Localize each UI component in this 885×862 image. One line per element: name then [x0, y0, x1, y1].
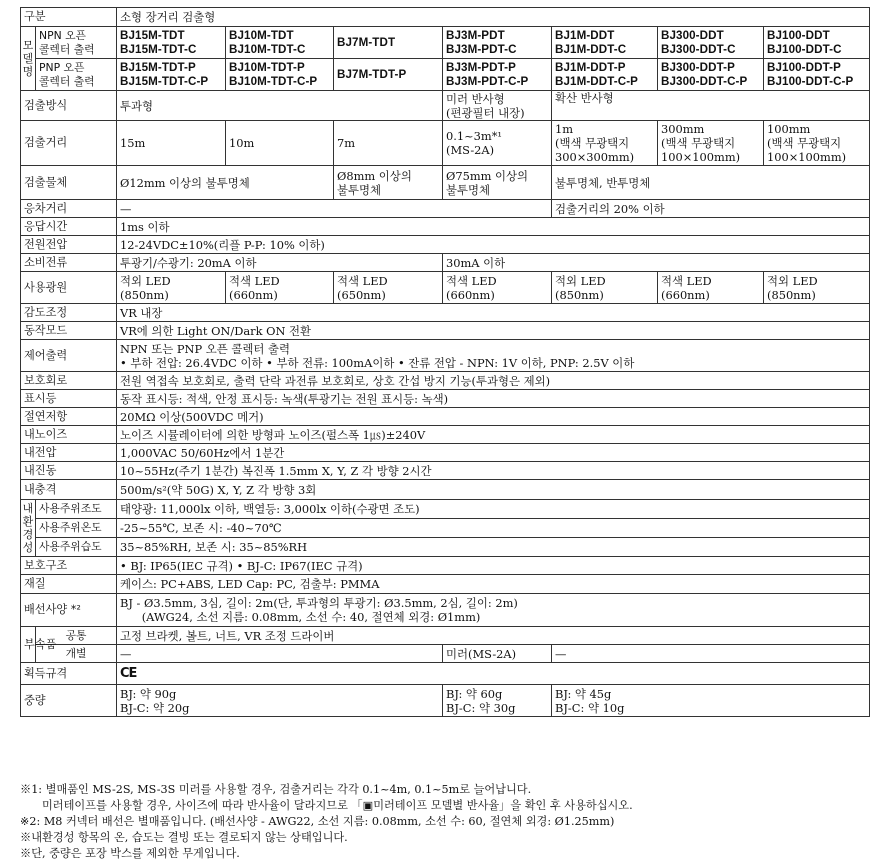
model-cell: BJ10M-TDT BJ10M-TDT-C [226, 27, 334, 59]
output-row [21, 340, 870, 372]
row-label: 제어출력 [21, 340, 117, 372]
model-cell: BJ7M-TDT [334, 27, 443, 59]
accessory-common-row [21, 627, 870, 645]
env-humidity-row [21, 538, 870, 557]
row-label: 내전압 [21, 444, 117, 462]
light-cell: 적외 LED (850nm) [117, 272, 226, 304]
distance-cell: 100mm (백색 무광택지 100×100mm) [764, 121, 870, 166]
model-cell: BJ3M-PDT BJ3M-PDT-C [443, 27, 552, 59]
model-cell: BJ7M-TDT-P [334, 59, 443, 91]
enclosure-row [21, 557, 870, 575]
accessory-individual-cell: — [552, 645, 870, 663]
current-cell: 투광기/수광기: 20mA 이하 [117, 254, 443, 272]
model-cell: BJ3M-PDT-P BJ3M-PDT-C-P [443, 59, 552, 91]
model-npn-row [21, 27, 870, 59]
row-label: 응차거리 [21, 200, 117, 218]
light-cell: 적색 LED (660nm) [226, 272, 334, 304]
power-row [21, 236, 870, 254]
accessory-label: 부속품 [21, 627, 36, 663]
accessory-individual-cell: 미러(MS-2A) [443, 645, 552, 663]
sensitivity-cell: VR 내장 [117, 304, 870, 322]
row-label: 획득규격 [21, 663, 117, 685]
method-retro: 미러 반사형 (편광필터 내장) [443, 91, 552, 121]
row-label: 응답시간 [21, 218, 117, 236]
indicator-row [21, 390, 870, 408]
weight-cell: BJ: 약 60g BJ-C: 약 30g [443, 685, 552, 717]
method-transmit: 투과형 [117, 91, 443, 121]
distance-cell: 10m [226, 121, 334, 166]
material-cell: 케이스: PC+ABS, LED Cap: PC, 검출부: PMMA [117, 575, 870, 594]
row-label: 내노이즈 [21, 426, 117, 444]
hysteresis-cell: — [117, 200, 552, 218]
cable-cell: BJ - Ø3.5mm, 3심, 길이: 2m(단, 투과형의 투광기: Ø3.5mm, 2심, 길이: 2m) (AWG24, 소선 지름: 0.08mm, 소선 수: 40, 절연체 외경: Ø1mm) [117, 594, 870, 627]
target-row [21, 166, 870, 200]
footnote: ※2: M8 커넥터 배선은 별매품입니다. (배선사양 - AWG22, 소선 지름: 0.08mm, 소선 수: 60, 절연체 외경: Ø1.25mm) [20, 815, 615, 828]
target-cell: 불투명체, 반투명체 [552, 166, 870, 200]
dielectric-row [21, 444, 870, 462]
sub-label: 사용주위습도 [36, 538, 117, 557]
env-illumination-cell: 태양광: 11,000lx 이하, 백열등: 3,000lx 이하(수광면 조도) [117, 500, 870, 519]
distance-cell: 15m [117, 121, 226, 166]
model-label: 모델명 [21, 27, 36, 91]
distance-cell: 7m [334, 121, 443, 166]
noise-cell: 노이즈 시뮬레이터에 의한 방형파 노이즈(펄스폭 1㎲)±240V [117, 426, 870, 444]
vibration-cell: 10~55Hz(주기 1분간) 복진폭 1.5mm X, Y, Z 각 방향 2시간 [117, 462, 870, 480]
environment-label: 내환경성 [21, 500, 36, 557]
distance-cell: 0.1~3m*¹ (MS-2A) [443, 121, 552, 166]
row-label: 재질 [21, 575, 117, 594]
weight-row [21, 685, 870, 717]
indicator-cell: 동작 표시등: 적색, 안정 표시등: 녹색(투광기는 전원 표시등: 녹색) [117, 390, 870, 408]
sensitivity-row [21, 304, 870, 322]
env-illumination-row [21, 500, 870, 519]
model-cell: BJ1M-DDT-P BJ1M-DDT-C-P [552, 59, 658, 91]
row-label: 전원전압 [21, 236, 117, 254]
protection-circuit-row [21, 372, 870, 390]
sub-label: 사용주위온도 [36, 519, 117, 538]
model-cell: BJ15M-TDT BJ15M-TDT-C [117, 27, 226, 59]
current-row [21, 254, 870, 272]
protection-circuit-cell: 전원 역접속 보호회로, 출력 단락 과전류 보호회로, 상호 간섭 방지 기능(투과형은 제외) [117, 372, 870, 390]
model-cell: BJ100-DDT BJ100-DDT-C [764, 27, 870, 59]
footnotes [20, 782, 880, 862]
model-cell: BJ10M-TDT-P BJ10M-TDT-C-P [226, 59, 334, 91]
output-cell: NPN 또는 PNP 오픈 콜렉터 출력 • 부하 전압: 26.4VDC 이하 • 부하 전류: 100mA이하 • 잔류 전압 - NPN: 1V 이하, PNP: 2.5V 이하 [117, 340, 870, 372]
material-row [21, 575, 870, 594]
light-row [21, 272, 870, 304]
cable-row [21, 594, 870, 627]
row-label: 사용광원 [21, 272, 117, 304]
approval-row [21, 663, 870, 685]
row-label: 보호구조 [21, 557, 117, 575]
row-label: 구분 [21, 8, 117, 27]
noise-row [21, 426, 870, 444]
response-cell: 1ms 이하 [117, 218, 870, 236]
row-label: 배선사양 *² [21, 594, 117, 627]
ce-mark-cell [117, 663, 870, 685]
model-cell: BJ300-DDT BJ300-DDT-C [658, 27, 764, 59]
row-label: 내진동 [21, 462, 117, 480]
mode-row [21, 322, 870, 340]
weight-cell: BJ: 약 45g BJ-C: 약 10g [552, 685, 870, 717]
row-label: 동작모드 [21, 322, 117, 340]
hysteresis-row [21, 200, 870, 218]
footnote: ※단, 중량은 포장 박스를 제외한 무게입니다. [20, 847, 240, 860]
ce-mark-icon: CE [120, 666, 137, 681]
model-pnp-row [21, 59, 870, 91]
row-label: 검출방식 [21, 91, 117, 121]
vibration-row [21, 462, 870, 480]
row-label: 표시등 [21, 390, 117, 408]
insulation-row [21, 408, 870, 426]
target-cell: Ø12mm 이상의 불투명체 [117, 166, 334, 200]
distance-row [21, 121, 870, 166]
accessory-individual-row [21, 645, 870, 663]
distance-cell: 300mm (백색 무광택지 100×100mm) [658, 121, 764, 166]
target-cell: Ø8mm 이상의 불투명체 [334, 166, 443, 200]
footnote: ※1: 별매품인 MS-2S, MS-3S 미러를 사용할 경우, 검출거리는 각각 0.1~4m, 0.1~5m로 늘어납니다. [20, 783, 532, 796]
row-label: 소비전류 [21, 254, 117, 272]
row-label: 절연저항 [21, 408, 117, 426]
shock-row [21, 480, 870, 500]
spec-sheet [20, 7, 869, 717]
sub-label: 개별 [36, 645, 117, 663]
sub-label: 공통 [36, 627, 117, 645]
env-temperature-row [21, 519, 870, 538]
footnote: 미러테이프를 사용할 경우, 사이즈에 따라 반사율이 달라지므로 「▣미러테이프 모델별 반사율」을 확인 후 사용하십시오. [42, 799, 633, 812]
light-cell: 적외 LED (850nm) [552, 272, 658, 304]
shock-cell: 500m/s²(약 50G) X, Y, Z 각 방향 3회 [117, 480, 870, 500]
spec-table [20, 7, 870, 717]
row-label: 중량 [21, 685, 117, 717]
model-cell: BJ15M-TDT-P BJ15M-TDT-C-P [117, 59, 226, 91]
light-cell: 적색 LED (660nm) [658, 272, 764, 304]
enclosure-cell: • BJ: IP65(IEC 규격) • BJ-C: IP67(IEC 규격) [117, 557, 870, 575]
current-cell: 30mA 이하 [443, 254, 870, 272]
response-row [21, 218, 870, 236]
accessory-common-cell: 고정 브라켓, 볼트, 너트, VR 조정 드라이버 [117, 627, 870, 645]
model-cell: BJ1M-DDT BJ1M-DDT-C [552, 27, 658, 59]
model-cell: BJ300-DDT-P BJ300-DDT-C-P [658, 59, 764, 91]
row-label: 검출물체 [21, 166, 117, 200]
footnote: ※내환경성 항목의 온, 습도는 결빙 또는 결로되지 않는 상태입니다. [20, 831, 348, 844]
series-title: 소형 장거리 검출형 [117, 8, 870, 27]
light-cell: 적외 LED (850nm) [764, 272, 870, 304]
light-cell: 적색 LED (650nm) [334, 272, 443, 304]
insulation-cell: 20MΩ 이상(500VDC 메거) [117, 408, 870, 426]
model-cell: BJ100-DDT-P BJ100-DDT-C-P [764, 59, 870, 91]
power-cell: 12-24VDC±10%(리플 P-P: 10% 이하) [117, 236, 870, 254]
method-row [21, 91, 870, 121]
sub-label: 사용주위조도 [36, 500, 117, 519]
row-label: 내충격 [21, 480, 117, 500]
weight-cell: BJ: 약 90g BJ-C: 약 20g [117, 685, 443, 717]
distance-cell: 1m (백색 무광택지 300×300mm) [552, 121, 658, 166]
accessory-individual-cell: — [117, 645, 443, 663]
header-row [21, 8, 870, 27]
method-diffuse: 확산 반사형 [552, 91, 870, 121]
row-label: 보호회로 [21, 372, 117, 390]
light-cell: 적색 LED (660nm) [443, 272, 552, 304]
env-humidity-cell: 35~85%RH, 보존 시: 35~85%RH [117, 538, 870, 557]
mode-cell: VR에 의한 Light ON/Dark ON 전환 [117, 322, 870, 340]
target-cell: Ø75mm 이상의 불투명체 [443, 166, 552, 200]
row-label: 감도조정 [21, 304, 117, 322]
npn-label: NPN 오픈 콜렉터 출력 [36, 27, 117, 59]
hysteresis-cell: 검출거리의 20% 이하 [552, 200, 870, 218]
dielectric-cell: 1,000VAC 50/60Hz에서 1분간 [117, 444, 870, 462]
env-temperature-cell: -25~55℃, 보존 시: -40~70℃ [117, 519, 870, 538]
row-label: 검출거리 [21, 121, 117, 166]
pnp-label: PNP 오픈 콜렉터 출력 [36, 59, 117, 91]
